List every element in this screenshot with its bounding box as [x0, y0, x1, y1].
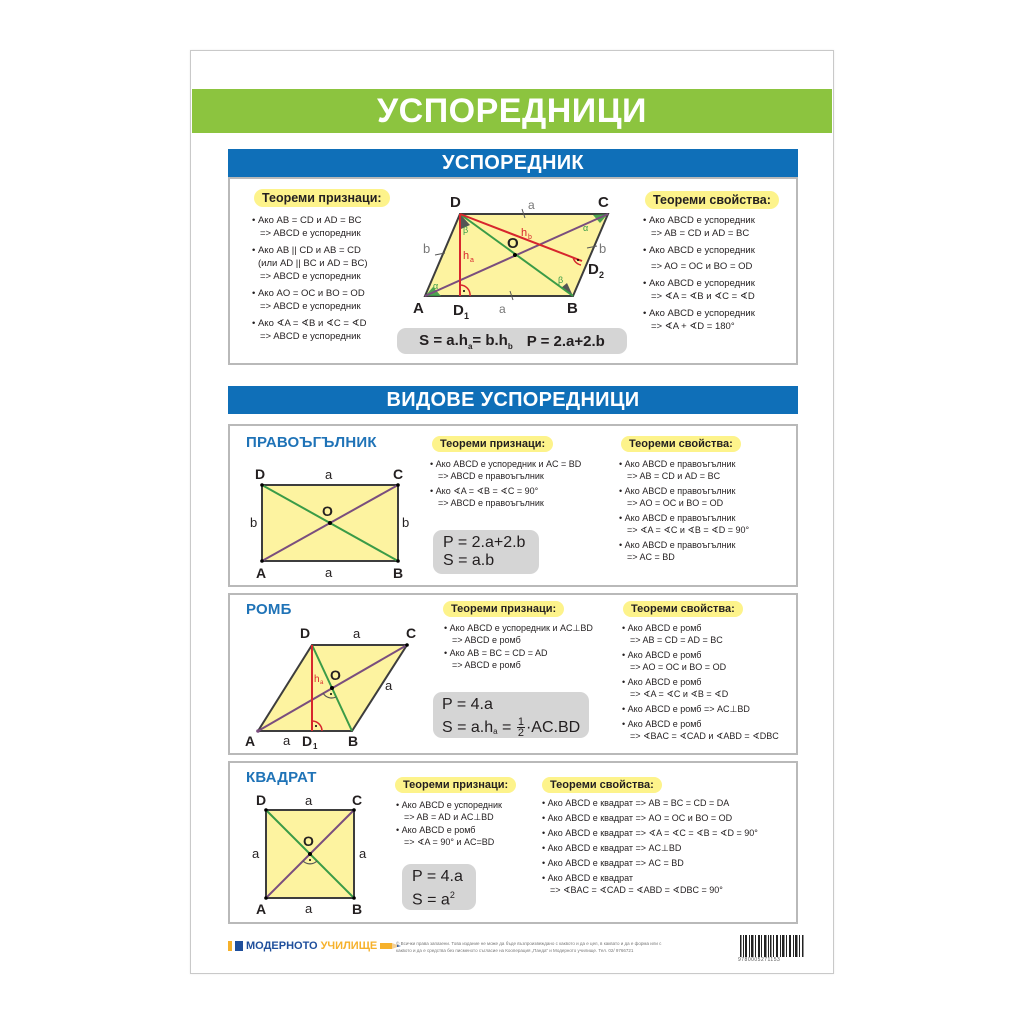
- barcode-number: 9780005271153: [738, 957, 781, 963]
- logo-mark-icon: [228, 941, 232, 951]
- svg-text:b: b: [599, 241, 607, 256]
- svg-text:1: 1: [313, 742, 318, 751]
- svg-text:a: a: [359, 846, 367, 861]
- rhombus-properties-label: Теореми свойства:: [623, 601, 743, 617]
- square-criteria-label: Теореми признаци:: [395, 777, 516, 793]
- criteria-item: • Ако AB = CD и AD = BC => ABCD е успоредник: [252, 215, 362, 239]
- svg-text:2: 2: [599, 270, 605, 280]
- property-item: • Ако ABCD е правоъгълник => ∢A = ∢C и ∢B = ∢D = 90°: [619, 513, 750, 535]
- property-item: • Ако ABCD е ромб => AC⊥BD: [622, 704, 750, 714]
- logo-mark-icon: [235, 941, 243, 951]
- property-item: • Ако ABCD е квадрат => AB = BC = CD = DA: [542, 798, 730, 808]
- copyright-text: © Всички права запазени. Това издание не може да бъде възпроизвеждано с каквото и да е цел, в каквато и да е форма или с каквото и да е средства без писменото съгласие на Кооперация „Панда“ и Модерното училище. Тел. 02/ 9766721: [396, 941, 662, 953]
- parallelogram-formula: $S = a.h_a= b.h_b$ P = 2.a+2.b: [397, 328, 627, 354]
- parallelogram-properties-list: [643, 214, 755, 337]
- svg-text:O: O: [322, 503, 333, 519]
- svg-text:β: β: [463, 225, 469, 235]
- rhombus-criteria-label: Теореми признаци:: [443, 601, 564, 617]
- svg-text:O: O: [330, 667, 341, 683]
- property-item: • Ако ABCD е квадрат => AC = BD: [542, 858, 684, 868]
- svg-text:h: h: [521, 227, 528, 239]
- parallelogram-properties-label: Теореми свойства:: [645, 191, 779, 209]
- rhombus-properties-list: [622, 622, 779, 745]
- barcode-icon: [740, 935, 804, 957]
- svg-text:D: D: [256, 792, 267, 808]
- svg-text:a: a: [305, 901, 313, 916]
- svg-text:a: a: [320, 680, 324, 686]
- property-item: • Ако ABCD е ромб => ∢A = ∢C и ∢B = ∢D: [622, 677, 729, 699]
- svg-text:C: C: [406, 625, 417, 641]
- svg-text:a: a: [325, 467, 333, 482]
- property-item: • Ако ABCD е успоредник => ∢A + ∢D = 180°: [643, 308, 755, 332]
- svg-text:A: A: [245, 733, 256, 749]
- svg-text:α: α: [583, 223, 589, 233]
- svg-text:A: A: [256, 901, 267, 917]
- criteria-item: • Ако ABCD е ромб => ∢A = 90° и AC=BD: [396, 825, 495, 847]
- square-properties-list: [542, 797, 758, 899]
- square-diagram: [248, 790, 378, 920]
- criteria-item: • Ако AB || CD и AB = CD (или AD || BC и AD = BC) => ABCD е успоредник: [252, 245, 368, 282]
- svg-text:C: C: [352, 792, 363, 808]
- svg-text:a: a: [283, 733, 291, 748]
- vertex-a: A: [413, 300, 424, 317]
- vertex-d2: D: [588, 261, 599, 278]
- criteria-item: • Ако ABCD е успоредник и AC = BD => ABCD е правоъгълник: [430, 459, 582, 481]
- parallelogram-criteria-list: [252, 214, 368, 347]
- rectangle-criteria-label: Теореми признаци:: [432, 436, 553, 452]
- property-item: • Ако ABCD е правоъгълник => AO = OC и BO = OD: [619, 486, 736, 508]
- svg-text:a: a: [528, 198, 535, 212]
- square-title: КВАДРАТ: [246, 769, 317, 786]
- property-item: • Ако ABCD е правоъгълник => AC = BD: [619, 540, 736, 562]
- property-item: • Ако ABCD е квадрат => ∢A = ∢C = ∢B = ∢D = 90°: [542, 828, 758, 838]
- rhombus-title: РОМБ: [246, 601, 292, 618]
- property-item: • Ако ABCD е ромб => AB = CD = AD = BC: [622, 623, 723, 645]
- svg-text:1: 1: [464, 311, 470, 321]
- svg-text:D: D: [302, 733, 313, 749]
- parallelogram-diagram: [395, 185, 635, 325]
- property-item: • Ако ABCD е правоъгълник => AB = CD и AD = BC: [619, 459, 736, 481]
- main-title-band: [192, 89, 832, 133]
- svg-text:b: b: [402, 515, 410, 530]
- svg-text:b: b: [528, 234, 532, 241]
- vertex-d1: D: [453, 302, 464, 319]
- svg-text:a: a: [353, 626, 361, 641]
- svg-text:a: a: [470, 257, 474, 264]
- svg-text:D: D: [300, 625, 311, 641]
- rectangle-properties-label: Теореми свойства:: [621, 436, 741, 452]
- svg-text:β: β: [558, 275, 564, 285]
- rhombus-diagram: [240, 622, 430, 752]
- svg-text:a: a: [305, 793, 313, 808]
- property-item: • Ако ABCD е квадрат => ∢BAC = ∢CAD = ∢ABD = ∢DBC = 90°: [542, 873, 723, 895]
- svg-text:O: O: [303, 833, 314, 849]
- rectangle-formula: P = 2.a+2.b S = a.b: [433, 530, 539, 574]
- publisher-logo: МОДЕРНОТО УЧИЛИЩЕ: [228, 940, 402, 952]
- svg-text:α: α: [433, 281, 439, 291]
- rectangle-title: ПРАВОЪГЪЛНИК: [246, 434, 377, 451]
- property-item: • Ако ABCD е успоредник => ∢A = ∢B и ∢C = ∢D: [643, 278, 755, 302]
- criteria-item: • Ако AO = OC и BO = OD => ABCD е успоредник: [252, 288, 365, 312]
- rhombus-criteria-list: [444, 622, 593, 674]
- svg-text:a: a: [499, 302, 506, 316]
- main-title: УСПОРЕДНИЦИ: [377, 91, 647, 130]
- svg-text:B: B: [348, 733, 359, 749]
- criteria-item: • Ако ∢A = ∢B = ∢C = 90° => ABCD е правоъгълник: [430, 486, 544, 508]
- vertex-b: B: [567, 300, 578, 317]
- svg-text:b: b: [423, 241, 431, 256]
- svg-text:h: h: [463, 250, 470, 262]
- property-item: • Ако ABCD е квадрат => AO = OC и BO = OD: [542, 813, 733, 823]
- rectangle-criteria-list: [430, 458, 581, 512]
- property-item: • Ако ABCD е ромб => ∢BAC = ∢CAD и ∢ABD = ∢DBC: [622, 719, 779, 741]
- svg-text:B: B: [352, 901, 363, 917]
- criteria-item: • Ако AB = BC = CD = AD => ABCD е ромб: [444, 648, 548, 670]
- vertex-o: O: [507, 235, 519, 252]
- property-item: • Ако ABCD е успоредник => AB = CD и AD = BC: [643, 215, 755, 239]
- square-criteria-list: [396, 799, 502, 851]
- property-item: • Ако ABCD е успоредник => AO = OC и BO = OD: [643, 245, 755, 272]
- vertex-c: C: [598, 194, 609, 211]
- svg-text:a: a: [385, 678, 393, 693]
- parallelogram-header-band: [228, 149, 798, 177]
- property-item: • Ако ABCD е ромб => AO = OC и BO = OD: [622, 650, 727, 672]
- svg-text:a: a: [252, 846, 260, 861]
- property-item: • Ако ABCD е квадрат => AC⊥BD: [542, 843, 682, 853]
- svg-text:h: h: [314, 674, 320, 685]
- criteria-item: • Ако ABCD е успоредник => AB = AD и AC⊥BD: [396, 800, 502, 822]
- types-header-band: [228, 386, 798, 414]
- rectangle-diagram: [248, 462, 418, 582]
- square-formula: P = 4.a $S = a^2$: [402, 864, 476, 910]
- rectangle-properties-list: [619, 458, 749, 566]
- types-header: ВИДОВЕ УСПОРЕДНИЦИ: [386, 388, 640, 411]
- svg-text:b: b: [250, 515, 258, 530]
- svg-text:D: D: [255, 466, 266, 482]
- square-properties-label: Теореми свойства:: [542, 777, 662, 793]
- criteria-item: • Ако ∢A = ∢B и ∢C = ∢D => ABCD е успоредник: [252, 318, 367, 342]
- criteria-item: • Ако ABCD е успоредник и AC⊥BD => ABCD е ромб: [444, 623, 593, 645]
- parallelogram-header: УСПОРЕДНИК: [442, 151, 584, 174]
- rhombus-formula: P = 4.a S = a.h $_a$ = $\frac{1}{2}$ ·AC.BD: [433, 692, 589, 738]
- parallelogram-criteria-label: Теореми признаци:: [254, 189, 390, 207]
- svg-text:A: A: [256, 565, 267, 581]
- svg-text:C: C: [393, 466, 404, 482]
- svg-text:a: a: [325, 565, 333, 580]
- vertex-d: D: [450, 194, 461, 211]
- svg-text:B: B: [393, 565, 404, 581]
